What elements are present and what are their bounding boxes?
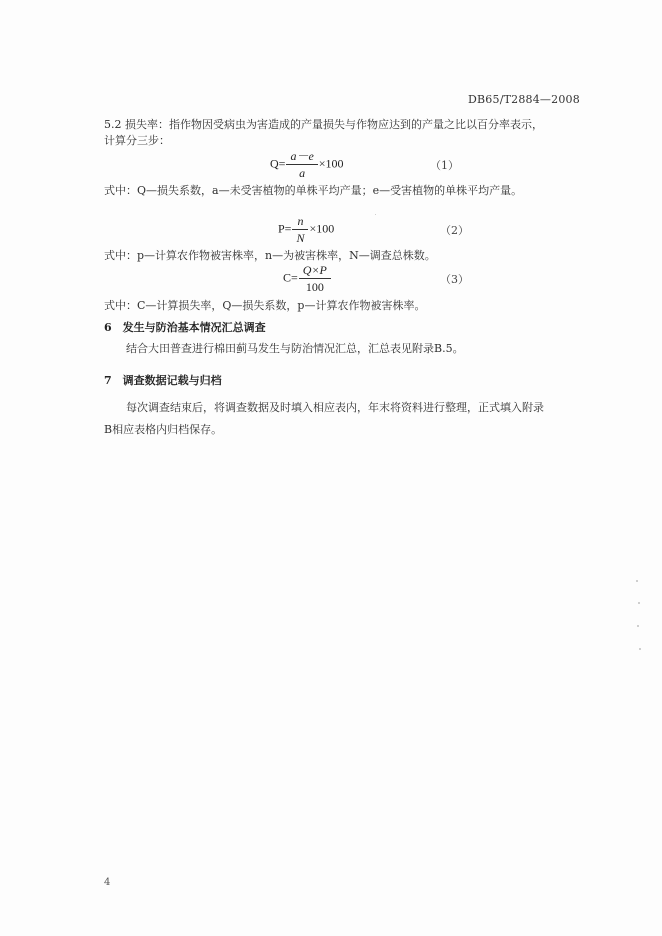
formula-2-lhs: P= [278,221,292,236]
formula-3-number: （3） [440,273,469,286]
formula-1-fraction [286,148,317,181]
scan-speck [639,648,641,650]
scan-speck [375,214,376,215]
formula-1-numerator: a－e [286,148,317,165]
formula-3 [283,262,332,295]
formula-2-tail: ×100 [309,221,335,236]
section-7-body-line-1: 每次调查结束后，将调查数据及时填入相应表内，年末将资料进行整理，正式填入附录 [126,401,544,414]
formula-1-lhs: Q= [270,156,286,171]
formula-2-denominator: N [296,231,305,245]
formula-3-numerator: Q×P [299,262,331,279]
document-code: DB65/T2884—2008 [468,93,580,106]
page-number: 4 [104,877,111,888]
formula-1-number: （1） [430,159,459,172]
formula-3-lhs: C= [283,270,298,285]
formula-1-tail: ×100 [318,156,344,171]
formula-3-denominator: 100 [305,280,324,294]
section-5-2-line-2: 计算分三步： [104,134,170,147]
formula-3-note: 式中：C—计算损失率，Q—损失系数，p—计算农作物被害株率。 [104,299,426,312]
section-7-body-line-2: B相应表格内归档保存。 [104,423,223,436]
section-5-2-line-1: 5.2 损失率：指作物因受病虫为害造成的产量损失与作物应达到的产量之比以百分率表示， [104,118,543,131]
formula-2 [278,213,334,246]
section-7-heading: 7 调查数据记载与归档 [104,374,222,387]
formula-2-note: 式中：p—计算农作物被害株率，n—为被害株率，N—调查总株数。 [104,249,436,262]
section-6-body: 结合大田普查进行棉田蓟马发生与防治情况汇总，汇总表见附录B.5。 [126,342,464,355]
formula-2-fraction [292,213,308,246]
section-6-heading: 6 发生与防治基本情况汇总调查 [104,321,266,334]
formula-1-denominator: a [299,166,306,180]
formula-1-note: 式中：Q—损失系数，a—未受害植物的单株平均产量；e—受害植物的单株平均产量。 [104,184,523,197]
formula-2-number: （2） [440,224,469,237]
formula-3-fraction [299,262,331,295]
scan-speck [636,580,638,582]
scan-speck [638,602,640,604]
formula-2-numerator: n [292,213,308,230]
scan-speck [637,625,639,627]
formula-1 [270,148,344,181]
